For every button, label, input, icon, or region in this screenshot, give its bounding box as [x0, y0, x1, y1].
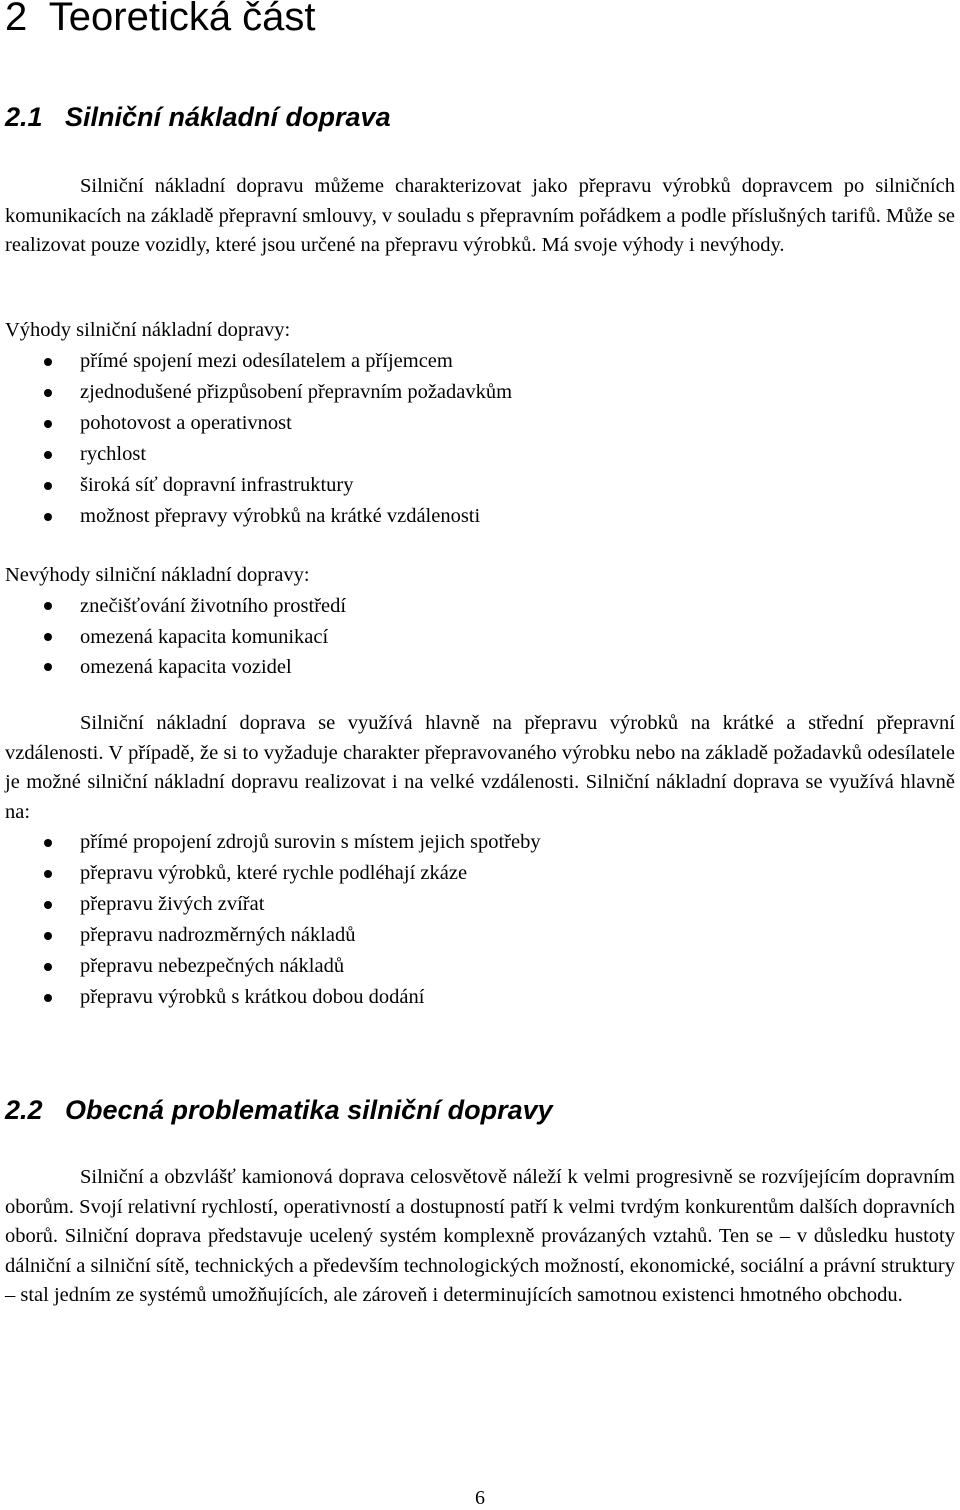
list-item: přepravu nebezpečných nákladů	[0, 951, 541, 982]
list-item: znečišťování životního prostředí	[0, 591, 346, 622]
list-item: přepravu výrobků s krátkou dobou dodání	[0, 982, 541, 1013]
section-2-2-paragraph: Silniční a obzvlášť kamionová doprava celosvětově náleží k velmi progresivně se rozvíjejícím dopravním oborům. Svojí relativní rychlostí, operativností a dostupností patří k velmi tvrdým konkurentům dalších dopravních oborů. Silniční doprava představuje ucelený systém komplexně provázaných vztahů. Ten se – v důsledku hustoty dálniční a silniční sítě, technických a především technologických možností, ekonomické, sociální a právní struktury – stal jedním ze systémů umožňujících, ale zároveň i determinujících samotnou existenci hmotného obchodu.	[5, 1166, 955, 1306]
list-item: zjednodušené přizpůsobení přepravním požadavkům	[0, 377, 512, 408]
section-title: Silniční nákladní doprava	[65, 102, 391, 132]
section-heading-2-1	[5, 101, 391, 133]
disadvantages-list	[0, 591, 346, 683]
disadvantages-label: Nevýhody silniční nákladní dopravy:	[5, 564, 310, 586]
list-item: přepravu živých zvířat	[0, 889, 541, 920]
list-item: rychlost	[0, 439, 512, 470]
list-item: přímé propojení zdrojů surovin s místem jejich spotřeby	[0, 827, 541, 858]
section-heading-2-2	[5, 1094, 553, 1126]
list-item: omezená kapacita komunikací	[0, 622, 346, 653]
usage-paragraph: Silniční nákladní doprava se využívá hlavně na přepravu výrobků na krátké a střední přepravní vzdálenosti. V případě, že si to vyžaduje charakter přepravovaného výrobku nebo na základě požadavků odesílatele je možné silniční nákladní dopravu realizovat i na velké vzdálenosti. Silniční nákladní doprava se využívá hlavně na:	[5, 712, 955, 823]
list-item: omezená kapacita vozidel	[0, 652, 346, 683]
section-title: Obecná problematika silniční dopravy	[65, 1095, 553, 1125]
chapter-title: Teoretická část	[48, 0, 316, 39]
section-number: 2.2	[5, 1095, 43, 1125]
list-item: přepravu výrobků, které rychle podléhají zkáze	[0, 858, 541, 889]
chapter-heading	[5, 0, 316, 40]
usage-list	[0, 827, 541, 1013]
list-item: přímé spojení mezi odesílatelem a příjemcem	[0, 346, 512, 377]
advantages-list	[0, 346, 512, 532]
advantages-label: Výhody silniční nákladní dopravy:	[5, 319, 291, 341]
section-number: 2.1	[5, 102, 43, 132]
list-item: možnost přepravy výrobků na krátké vzdálenosti	[0, 501, 512, 532]
intro-paragraph: Silniční nákladní dopravu můžeme charakterizovat jako přepravu výrobků dopravcem po silničních komunikacích na základě přepravní smlouvy, v souladu s přepravním pořádkem a podle příslušných tarifů. Může se realizovat pouze vozidly, které jsou určené na přepravu výrobků. Má svoje výhody i nevýhody.	[5, 175, 955, 256]
list-item: přepravu nadrozměrných nákladů	[0, 920, 541, 951]
list-item: široká síť dopravní infrastruktury	[0, 470, 512, 501]
chapter-number: 2	[5, 0, 28, 39]
page-number: 6	[475, 1487, 485, 1509]
list-item: pohotovost a operativnost	[0, 408, 512, 439]
